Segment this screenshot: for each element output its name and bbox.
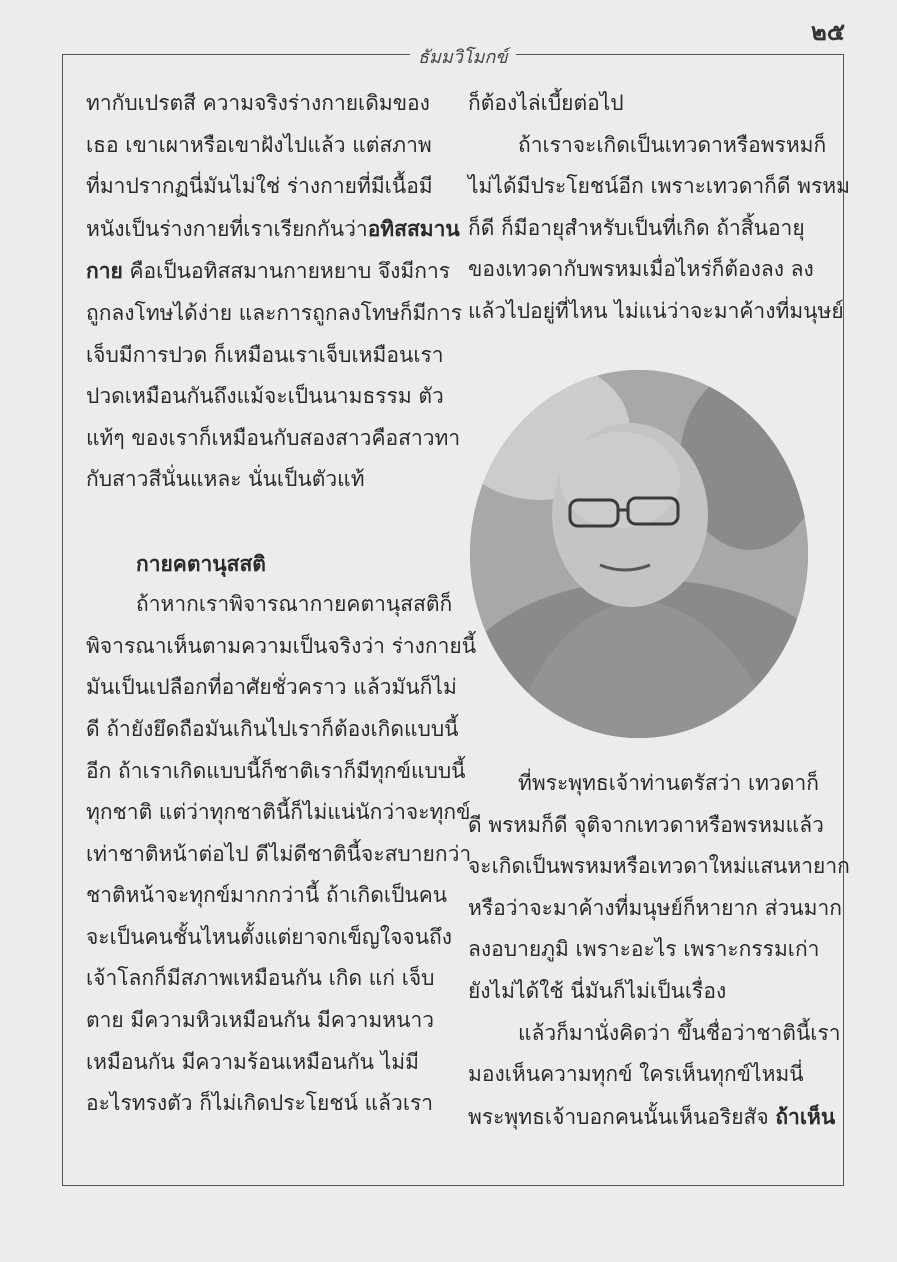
text-line [86,208,458,251]
left-column [86,83,477,1125]
page-number: ๒๕ [811,17,845,46]
text-line: ปวดเหมือนกันถึงแม้จะเป็นนามธรรม ตัว [86,384,444,409]
monk-portrait-photo [470,370,808,738]
text-line: ดี ถ้ายังยึดถือมันเกินไปเราก็ต้องเกิดแบบนี้ [86,716,459,741]
text-line: เจ้าโลกก็มีสภาพเหมือนกัน เกิด แก่ เจ็บ [86,966,435,991]
text-line: พิจารณาเห็นตามความเป็นจริงว่า ร่างกายนี้ [86,633,477,658]
text-line: แล้วก็มานั่งคิดว่า ขึ้นชื่อว่าชาตินี้เรา [518,1020,841,1045]
text-line: ถูกลงโทษได้ง่าย และการถูกลงโทษก็มีการ [86,300,463,325]
text-line: เท่าชาติหน้าต่อไป ดีไม่ดีชาตินี้จะสบายกว่า [86,841,472,866]
text-line: ของเทวดากับพรหมเมื่อไหร่ก็ต้องลง ลง [468,257,814,282]
text-line [468,1096,840,1139]
text-line: จะเกิดเป็นพรหมหรือเทวดาใหม่แสนหายาก [468,854,850,879]
text-line: มองเห็นความทุกข์ ใครเห็นทุกข์ไหมนี่ [468,1062,804,1087]
text-segment: หนังเป็นร่างกายที่เราเรียกกันว่า [86,216,368,241]
text-line: ที่พระพุทธเจ้าท่านตรัสว่า เทวดาก็ [518,771,819,795]
text-line: ถ้าเราจะเกิดเป็นเทวดาหรือพรหมก็ [518,132,827,157]
right-column-top [468,83,850,333]
text-line: ที่มาปรากฏนี่มันไม่ใช่ ร่างกายที่มีเนื้อมี [86,174,433,199]
bold-term: กาย [86,258,123,284]
text-line: เหมือนกัน มีความร้อนเหมือนกัน ไม่มี [86,1049,419,1074]
text-line: ตาย มีความหิวเหมือนกัน มีความหนาว [86,1008,435,1033]
text-line: อะไรทรงตัว ก็ไม่เกิดประโยชน์ แล้วเรา [86,1091,434,1116]
text-line: ดี พรหมก็ดี จุติจากเทวดาหรือพรหมแล้ว [468,812,824,837]
text-line: ยังไม่ได้ใช้ นี่มันก็ไม่เป็นเรื่อง [468,978,727,1003]
text-line: เจ็บมีการปวด ก็เหมือนเราเจ็บเหมือนเรา [86,342,444,367]
text-line: ไม่ได้มีประโยชน์อีก เพราะเทวดาก็ดี พรหม [468,174,850,199]
text-line: ลงอบายภูมิ เพราะอะไร เพราะกรรมเก่า [468,937,820,962]
text-line: ทากับเปรตสี ความจริงร่างกายเดิมของ [86,91,430,115]
text-line: มันเป็นเปลือกที่อาศัยชั่วคราว แล้วมันก็ไม่ [86,675,457,700]
text-line: ถ้าหากเราพิจารณากายคตานุสสติก็ [136,592,453,617]
text-line: ทุกชาติ แต่ว่าทุกชาตินี้ก็ไม่แน่นักว่าจะทุกข์ [86,800,471,825]
text-segment: คือเป็นอทิสสมานกายหยาบ จึงมีการ [122,259,451,284]
text-line: แท้ๆ ของเราก็เหมือนกับสองสาวคือสาวทา [86,425,461,450]
text-line: ชาติหน้าจะทุกข์มากกว่านี้ ถ้าเกิดเป็นคน [86,883,448,908]
text-segment: พระพุทธเจ้าบอกคนนั้นเห็นอริยสัจ [468,1104,776,1129]
text-line [86,250,458,293]
text-line: แล้วไปอยู่ที่ไหน ไม่แน่ว่าจะมาค้างที่มนุษย์ [468,298,844,323]
text-line: เธอ เขาเผาหรือเขาฝังไปแล้ว แต่สภาพ [86,132,432,157]
text-line: หรือว่าจะมาค้างที่มนุษย์ก็หายาก ส่วนมาก [468,895,842,920]
text-line: อีก ถ้าเราเกิดแบบนี้ก็ชาติเราก็มีทุกข์แบบนี้ [86,758,466,783]
text-line: ก็ต้องไล่เบี้ยต่อไป [468,91,624,115]
bold-term: อทิสสมาน [367,215,460,241]
right-column-bottom [468,763,850,1138]
text-line: จะเป็นคนชั้นไหนตั้งแต่ยาจกเข็ญใจจนถึง [86,924,453,949]
text-line: ก็ดี ก็มีอายุสำหรับเป็นที่เกิด ถ้าสิ้นอายุ [468,215,805,240]
section-heading: กายคตานุสสติ [136,550,266,576]
bold-term: ถ้าเห็น [775,1103,836,1129]
running-header: ธัมมวิโมกข์ [410,42,516,71]
text-line: กับสาวสีนั่นแหละ นั่นเป็นตัวแท้ [86,467,365,492]
